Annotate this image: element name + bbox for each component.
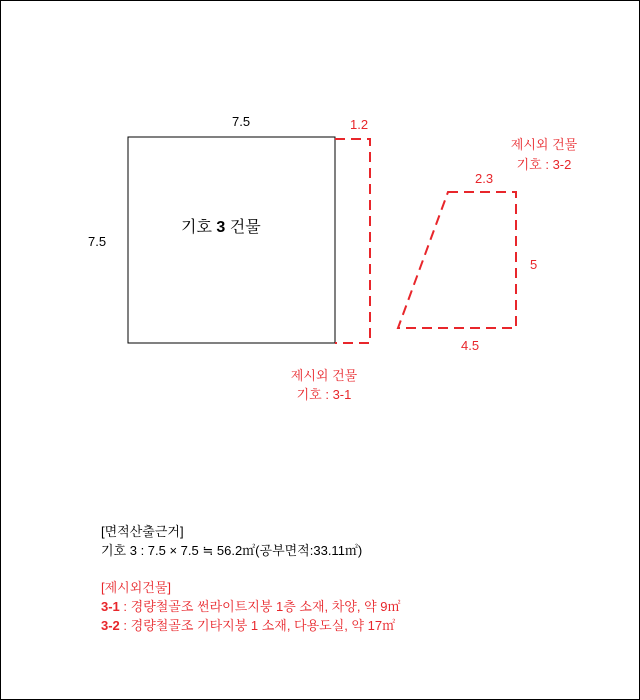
annex-3-2-outline	[398, 192, 516, 328]
annex-3-2-bottom-label: 4.5	[461, 338, 480, 353]
annex-2-text: : 경량철골조 기타지붕 1 소재, 다용도실, 약 17㎡	[119, 618, 396, 633]
annex-1-note	[101, 597, 400, 616]
building-title-suffix: 건물	[229, 219, 261, 236]
annex-3-2-top-label: 2.3	[475, 171, 494, 186]
annex-2-note	[101, 616, 400, 635]
building-width-label: 7.5	[232, 114, 251, 129]
building-title-number: 3	[216, 219, 226, 236]
annex-3-2-caption-line1: 제시외 건물	[510, 137, 578, 152]
building-height-label: 7.5	[88, 234, 107, 249]
annex-3-2-caption-line2: 기호 : 3-2	[516, 157, 572, 172]
annex-1-text: : 경량철골조 썬라이트지붕 1층 소재, 차양, 약 9㎡	[119, 599, 401, 614]
building-outline	[128, 137, 335, 343]
notes-block	[101, 522, 400, 635]
annex-3-2-right-label: 5	[530, 257, 538, 272]
basis-heading: [면적산출근거]	[101, 524, 184, 539]
annex-2-code: 3-2	[101, 618, 120, 633]
annex-3-1-caption-line2: 기호 : 3-1	[296, 387, 352, 402]
annex-3-1-caption-line1: 제시외 건물	[290, 368, 358, 383]
annex-1-code: 3-1	[101, 599, 120, 614]
building-title	[181, 214, 261, 237]
annex-heading: [제시외건물]	[101, 580, 172, 595]
building-title-prefix: 기호	[181, 219, 212, 236]
basis-line: 기호 3 : 7.5 × 7.5 ≒ 56.2㎡(공부면적:33.11㎡)	[101, 543, 363, 558]
annex-3-1-width-label: 1.2	[350, 117, 369, 132]
annex-3-1-outline	[335, 139, 370, 343]
